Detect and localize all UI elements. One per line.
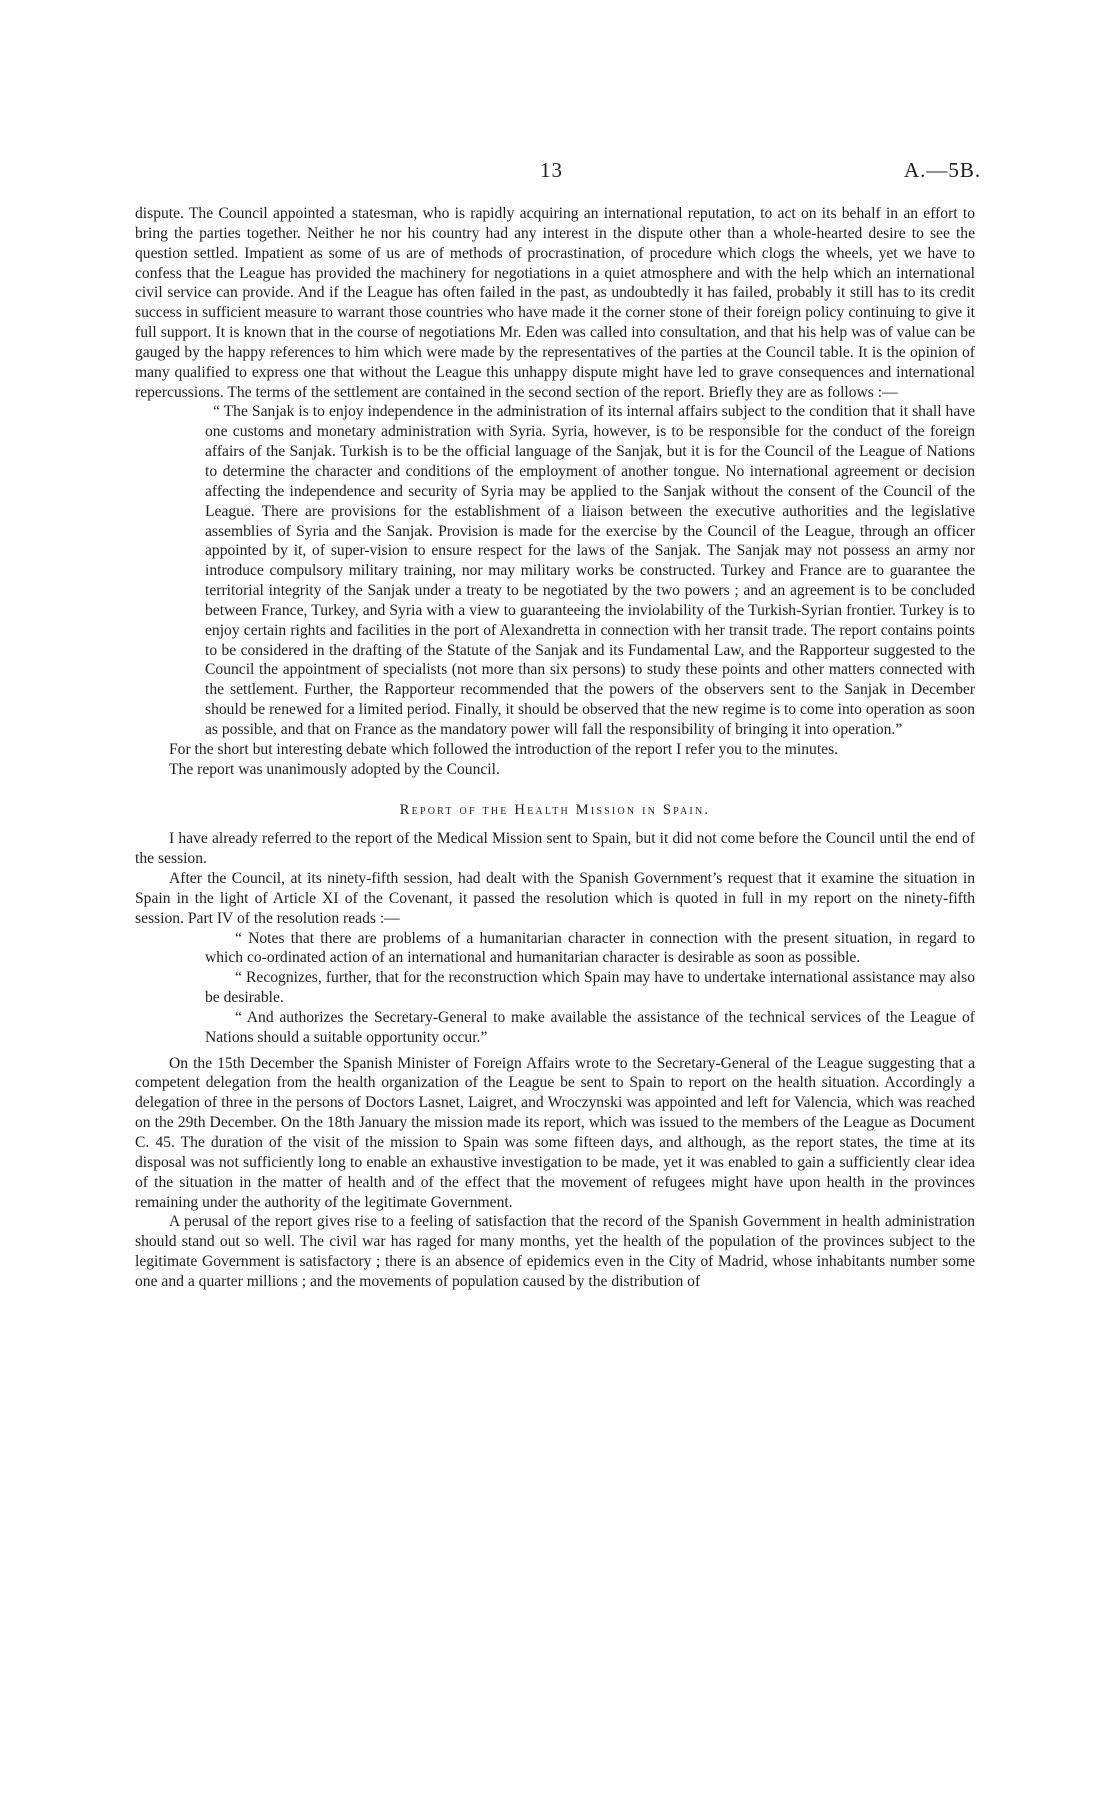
- paragraph-dispute: dispute. The Council appointed a statesman, who is rapidly acquiring an international reputation, to act on its behalf in an effort to bring the parties together. Neither he nor his country had any interest in the dispute other than a whole-hearted desire to see the question settled. Impatient as some of us are of methods of procrastination, of procedure which clogs the wheels, yet we have to confess that the League has provided the machinery for negotiations in a quiet atmosphere and with the help which an international civil service can provide. And if the League has often failed in the past, as undoubtedly it has failed, probably it still has to its credit success in sufficient measure to warrant those countries who have made it the corner stone of their foreign policy continuing to give it full support. It is known that in the course of negotiations Mr. Eden was called into consultation, and that his help was of value can be gauged by the happy references to him which were made by the representatives of the parties at the Council table. It is the opinion of many qualified to express one that without the League this unhappy dispute might have led to grave consequences and international repercussions. The terms of the settlement are contained in the second section of the report. Briefly they are as follows :—: [135, 205, 975, 401]
- quote-resolution-notes: “ Notes that there are problems of a humanitarian character in connection with the present situation, in regard to which co-ordinated action of an international and humanitarian character is desirable as soon as possible.: [205, 929, 975, 967]
- quote-sanjak-terms: “ The Sanjak is to enjoy independence in the administration of its internal affairs subject to the condition that it shall have one customs and monetary administration with Syria. Syria, however, is to be responsible for the conduct of the foreign affairs of the Sanjak. Turkish is to be the official language of the Sanjak, but it is for the Council of the League of Nations to determine the character and conditions of the employment of another tongue. No international agreement or decision affecting the independence and security of Syria may be applied to the Sanjak without the consent of the Council of the League. There are provisions for the establishment of a liaison between the executive authorities and the legislative assemblies of Syria and the Sanjak. Provision is made for the exercise by the Council of the League, through an officer appointed by it, of super-vision to ensure respect for the laws of the Sanjak. The Sanjak may not possess an army nor introduce compulsory military training, nor may military works be constructed. Turkey and France are to guarantee the territorial integrity of the Sanjak under a treaty to be negotiated by the two powers ; and an agreement is to be concluded between France, Turkey, and Syria with a view to guaranteeing the inviolability of the Turkish-Syrian frontier. Turkey is to enjoy certain rights and facilities in the port of Alexandretta in connection with her transit trade. The report contains points to be considered in the drafting of the Statute of the Sanjak and its Fundamental Law, and the Rapporteur suggested to the Council the appointment of specialists (not more than six persons) to study these points and other matters connected with the settlement. Further, the Rapporteur recommended that the powers of the observers sent to the Sanjak in December should be renewed for a limited period. Finally, it should be observed that the new regime is to come into operation as soon as possible, and that on France as the mandatory power will fall the responsibility of bringing it into operation.”: [205, 403, 975, 738]
- body-text: [135, 204, 975, 1292]
- quote-resolution-authorizes: “ And authorizes the Secretary-General to make available the assistance of the technical services of the League of Nations should a suitable opportunity occur.”: [205, 1008, 975, 1046]
- paragraph-perusal: A perusal of the report gives rise to a feeling of satisfaction that the record of the Spanish Government in health administration should stand out so well. The civil war has raged for many months, yet the health of the population of the provinces subject to the legitimate Government is satisfactory ; there is an absence of epidemics even in the City of Madrid, whose inhabitants number some one and a quarter millions ; and the movements of population caused by the distribution of: [135, 1213, 975, 1290]
- quote-resolution-recognizes: “ Recognizes, further, that for the reconstruction which Spain may have to undertake international assistance may also be desirable.: [205, 969, 975, 1007]
- paragraph-medical-mission: I have already referred to the report of the Medical Mission sent to Spain, but it did not come before the Council until the end of the session.: [135, 830, 975, 868]
- page-number: 13: [540, 158, 563, 182]
- paragraph-adopted: The report was unanimously adopted by the Council.: [169, 760, 500, 778]
- section-heading: Report of the Health Mission in Spain.: [399, 802, 711, 819]
- paragraph-debate: For the short but interesting debate which followed the introduction of the report I refer you to the minutes.: [169, 740, 839, 758]
- paragraph-resolution: After the Council, at its ninety-fifth session, had dealt with the Spanish Government’s request that it examine the situation in Spain in the light of Article XI of the Covenant, it passed the resolution which is quoted in full in my report on the ninety-fifth session. Part IV of the resolution reads :—: [135, 870, 975, 927]
- paragraph-spanish-minister: On the 15th December the Spanish Minister of Foreign Affairs wrote to the Secretary-General of the League suggesting that a competent delegation from the health organization of the League be sent to Spain to report on the health situation. Accordingly a delegation of three in the persons of Doctors Lasnet, Laigret, and Wroczynski was appointed and left for Valencia, which was reached on the 29th December. On the 18th January the mission made its report, which was issued to the members of the League as Document C. 45. The duration of the visit of the mission to Spain was some fifteen days, and although, as the report states, the time at its disposal was not sufficiently long to enable an exhaustive investigation to be made, yet it was enabled to gain a sufficiently clear idea of the situation in the matter of health and of the effect that the movement of refugees might have upon health in the provinces remaining under the authority of the legitimate Government.: [135, 1054, 975, 1211]
- document-reference: A.—5B.: [904, 158, 982, 182]
